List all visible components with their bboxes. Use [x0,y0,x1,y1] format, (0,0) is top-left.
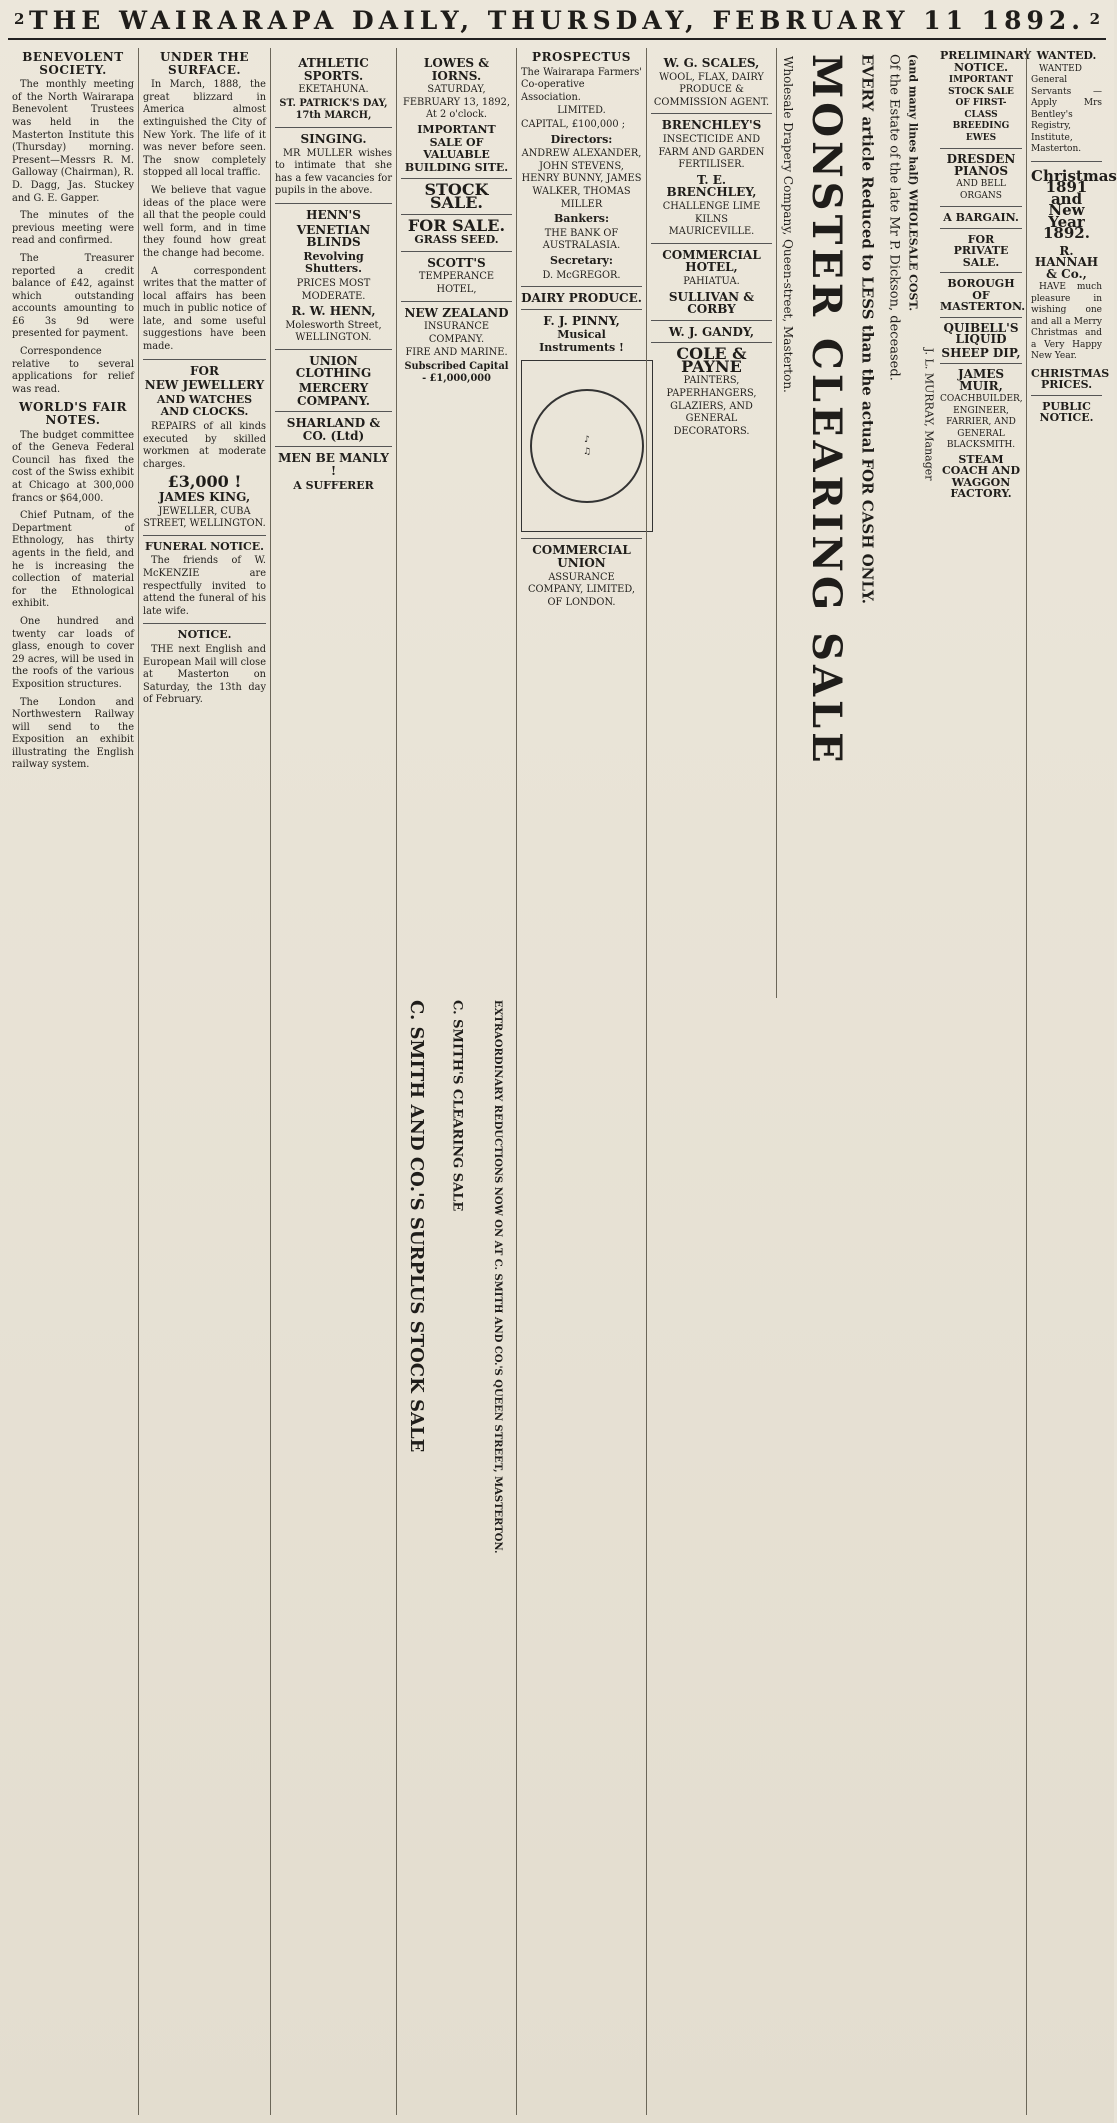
pinny-ad [521,309,642,533]
article-para: The budget committee of the Geneva Federal Council has fixed the cost of the Swiss exhibit at Chicago at 300,000 francs or $64,000. [12,429,134,504]
page-number-right: 2 [1089,10,1100,28]
quibell-ad [940,317,1022,360]
column-6 [646,48,776,2115]
henn-address: Molesworth Street, WELLINGTON. [285,319,382,344]
borough-ad [940,272,1026,313]
prelim-heading: PRELIMINARY NOTICE. [940,49,1032,74]
article-para: The London and Northwestern Railway will send to the Exposition an exhibit illustrating the English railway system. [12,696,134,771]
hotel-ad [651,243,772,316]
article-para: Correspondence relative to several applications for relief was read. [12,346,134,395]
clearing-side-text: Wholesale Drapery Company, Queen-street, Masterton. [781,56,795,393]
funeral-body: The friends of W. McKENZIE are respectfully invited to attend the funeral of his late wife. [143,555,266,617]
lime-kilns: CHALLENGE LIME KILNS MAURICEVILLE. [662,200,761,238]
jewellery-ad [143,359,266,531]
sports-ad [275,52,392,123]
public-notice-heading: PUBLIC NOTICE. [1039,399,1094,424]
funeral-notice [143,535,266,619]
ad-watches: AND WATCHES AND CLOCKS. [156,392,253,419]
scotts-sub: TEMPERANCE HOTEL, [418,271,495,295]
ad-body: REPAIRS of all kinds executed by skilled workmen at moderate charges. [143,421,266,470]
clearing-manager-col [921,48,937,998]
smith-line3: EXTRAORDINARY REDUCTIONS NOW ON AT C. SMITH AND CO.'S QUEEN STREET, MASTERTON. [492,1000,503,1554]
column-8 [1026,48,1117,2115]
xmas-heading: Christmas 1891 and New Year 1892. [1031,166,1117,242]
heading-benevolent: BENEVOLENT SOCIETY. [22,50,124,77]
dairy-ad [521,286,642,305]
mercery-heading: MERCERY COMPANY. [297,381,370,408]
cole-payne-heading: COLE & PAYNE [676,344,747,376]
column-3 [270,48,396,2115]
secretary-heading: Secretary: [550,253,613,267]
for-sale-heading: FOR SALE. [407,215,506,235]
scales-sub: WOOL, FLAX, DAIRY PRODUCE & COMMISSION AGENT. [653,71,770,108]
scotts-heading: SCOTT'S [427,255,486,270]
pianos-ad [940,148,1022,202]
lowes-ad [401,52,512,174]
lowes-heading: LOWES & IORNS. [423,56,490,83]
clearing-manager: J. L. MURRAY, Manager [922,348,936,481]
henn-heading: HENN'S [306,207,361,222]
insurance-ad [401,301,512,387]
pianos-sub: AND BELL ORGANS [956,179,1006,201]
christmas-prices: CHRISTMAS PRICES. [1031,366,1110,391]
smith-col2 [438,1000,476,1520]
ad-address: JEWELLER, CUBA STREET, WELLINGTON. [143,505,266,530]
prospectus-heading: PROSPECTUS [532,50,631,64]
ad-king: JAMES KING, [158,490,251,504]
bargain-heading: A BARGAIN. [943,211,1019,224]
bankers-heading: Bankers: [553,212,610,226]
quibell-sub: SHEEP DIP, [941,345,1021,360]
pinny-sub: Musical Instruments ! [539,328,624,354]
clearing-mid3-col [905,48,921,998]
scales-heading: W. G. SCALES, [663,56,760,70]
article-para: In March, 1888, the great blizzard in America almost extinguished the City of New York. The life of it was never before seen. The snow completely stopped all local traffic. [143,79,266,179]
article-para: Chief Putnam, of the Department of Ethnology, has thirty agents in the field, and he is increasing the collection of material for the Ethnological exhibit. [12,510,134,610]
pinny-illustration [521,360,653,532]
gandy-ad [651,320,772,339]
muir-ad [940,363,1022,500]
factory-heading: STEAM COACH AND WAGGON FACTORY. [942,452,1020,500]
directors-list: ANDREW ALEXANDER, JOHN STEVENS, HENRY BUNNY, JAMES WALKER, THOMAS MILLER [521,148,642,210]
nz-capital: Subscribed Capital - £1,000,000 [404,360,509,385]
manly-heading: MEN BE MANLY ! [278,451,389,479]
nz-fire: FIRE AND MARINE. [405,347,508,359]
association-heading: The Wairarapa Farmers' Co-operative Association. [521,66,642,103]
smith-line1: C. SMITH'S CLEARING SALE [449,1000,465,1212]
clothing-ad [275,349,392,407]
public-notice [1031,395,1102,424]
ad-for: FOR [190,363,219,378]
singing-heading: SINGING. [300,131,367,146]
henn-name: R. W. HENN, [291,304,376,319]
ad-new-jewellery: NEW JEWELLERY [144,378,265,393]
manly-ad [275,446,392,492]
association-limited: LIMITED. [557,105,606,117]
singing-body: MR MULLER wishes to intimate that she has a few vacancies for pupils in the above. [275,147,392,197]
smith-col1 [396,1000,436,1520]
muir-heading: JAMES MUIR, [957,367,1005,393]
blinds-prices: PRICES MOST MODERATE. [296,277,371,302]
clothing-heading: UNION CLOTHING [295,353,372,381]
stock-sale-heading: STOCK SALE. [424,180,489,212]
te-brenchley: T. E. BRENCHLEY, [666,172,757,200]
lowes-date: SATURDAY, FEBRUARY 13, 1892, At 2 o'clock. [403,84,510,121]
masthead-rule [8,38,1106,40]
muir-sub: COACHBUILDER, ENGINEER, FARRIER, AND GENERAL BLACKSMITH. [940,394,1023,450]
nz-sub: INSURANCE COMPANY. [423,321,490,345]
blinds-ad [275,203,392,345]
notice-body: THE next English and European Mail will close at Masterton on Saturday, the 13th day of February. [143,643,266,706]
clearing-headline: MONSTER CLEARING SALE [803,54,850,767]
borough-heading: BOROUGH OF MASTERTON. [940,277,1026,313]
smith-col3 [478,1000,516,1554]
prelim-sub: IMPORTANT STOCK SALE OF FIRST-CLASS BREEDING EWES [948,75,1014,143]
sharland-heading: SHARLAND & CO. (Ltd) [286,416,381,443]
sports-date: ST. PATRICK'S DAY, 17th MARCH, [279,97,388,122]
funeral-heading: FUNERAL NOTICE. [144,539,265,553]
hannah-body: HAVE much pleasure in wishing one and all a Merry Christmas and a Very Happy New Year. [1031,282,1102,361]
directors-heading: Directors: [550,132,613,146]
blinds-heading: VENETIAN BLINDS [296,222,371,250]
sullivan-heading: SULLIVAN & CORBY [668,289,755,317]
clearing-mid2: Of the Estate of the late Mr P. Dickson, deceased. [886,54,902,381]
bargain-ad [940,206,1022,224]
heading-under-surface: UNDER THE SURFACE. [159,50,250,77]
masthead [0,0,1114,40]
clearing-mid3: (and many lines half) WHOLESALE COST. [906,54,920,312]
building-site-heading: IMPORTANT SALE OF VALUABLE BUILDING SITE. [404,122,509,174]
hotel-heading: COMMERCIAL HOTEL, [662,247,761,275]
grass-seed-ad [401,214,512,247]
smith-line2: C. SMITH AND CO.'S SURPLUS STOCK SALE [406,1000,427,1453]
sharland-ad [275,411,392,442]
scales-ad [651,52,772,109]
hannah-ad [1031,161,1117,391]
article-para: One hundred and twenty car loads of glass, enough to cover 29 acres, will be used in the roofs of the various Exposition structures. [12,615,134,690]
wanted-heading: WANTED. [1036,49,1097,62]
stock-sale-ad [401,178,512,212]
shutters-heading: Revolving Shutters. [303,249,364,276]
article-para: The Treasurer reported a credit balance of £42, against which outstanding accounts amounting to £6 3s 9d were presented for payment. [12,252,134,340]
pinny-heading: F. J. PINNY, [543,313,620,328]
smith-stock-sale-ad [396,1000,516,1554]
mail-notice [143,623,266,707]
commercial-union-ad [521,538,642,609]
brenchley-sub: INSECTICIDE AND FARM AND GARDEN FERTILISER. [658,133,765,171]
clearing-headline-col [801,48,851,998]
wanted-body: WANTED General Servants — Apply Mrs Bentley's Registry, Institute, Masterton. [1031,63,1102,154]
nz-heading: NEW ZEALAND [404,305,509,320]
article-para: The minutes of the previous meeting were read and confirmed. [12,210,134,247]
bankers-name: THE BANK OF AUSTRALASIA. [542,227,621,252]
quibell-heading: QUIBELL'S LIQUID [943,320,1019,346]
hannah-heading: R. HANNAH & Co., [1034,243,1099,281]
private-sale-ad [940,228,1022,269]
article-para: The monthly meeting of the North Wairarapa Benevolent Trustees was held in the Masterton Institute this (Thursday) morning. Present—Messrs R. M. Galloway (Chairman), R. D. Dagg, Jas. Stuckey and G. E. Gapper. [12,79,134,204]
cole-payne-sub: PAINTERS, PAPERHANGERS, GLAZIERS, AND GENERAL DECORATORS. [666,375,757,437]
seal-icon: ♪ ♫ [530,389,644,503]
clearing-sale-ad [776,48,937,998]
newspaper-title: THE WAIRARAPA DAILY, THURSDAY, FEBRUARY 11 1892. [29,6,1085,35]
notice-heading: NOTICE. [177,628,232,642]
clearing-side [777,48,799,998]
sports-heading: ATHLETIC SPORTS. [298,56,369,83]
gandy-heading: W. J. GANDY, [668,324,755,339]
cu-heading: COMMERCIAL UNION [532,543,631,571]
clearing-mid2-col [883,48,905,998]
column-5 [516,48,646,2115]
brenchley-ad [651,113,772,238]
column-1 [8,48,138,2115]
cu-sub: ASSURANCE COMPANY, LIMITED, OF LONDON. [528,571,635,608]
pianos-heading: DRESDEN PIANOS [946,152,1016,178]
private-sale-heading: FOR PRIVATE SALE. [953,232,1009,269]
heading-worlds-fair: WORLD'S FAIR NOTES. [19,400,127,428]
cole-payne-ad [651,342,772,438]
column-2 [138,48,270,2115]
secretary-name: D. McGREGOR. [542,269,621,281]
clearing-mid-col [853,48,881,998]
hotel-place: PAHIATUA. [683,275,740,287]
column-7 [936,48,1032,2115]
dairy-heading: DAIRY PRODUCE. [521,291,642,306]
grass-seed-heading: GRASS SEED. [414,233,499,247]
article-para: We believe that vague ideas of the place were all that the people could well form, and in time they found how great the change had become. [143,184,266,259]
brenchley-heading: BRENCHLEY'S [661,118,762,133]
sufferer-heading: A SUFFERER [293,478,374,492]
article-para: A correspondent writes that the matter of local affairs has been much in public notice of late, and some useful suggestions have been made. [143,265,266,353]
singing-ad [275,127,392,198]
page-number-left: 2 [14,10,25,28]
sports-place: EKETAHUNA. [298,84,369,96]
scotts-ad [401,251,512,297]
ad-price: £3,000 ! [167,472,242,492]
clearing-mid: EVERY article Reduced to LESS than the actual FOR CASH ONLY. [858,54,877,604]
capital: CAPITAL, £100,000 ; [521,118,626,130]
